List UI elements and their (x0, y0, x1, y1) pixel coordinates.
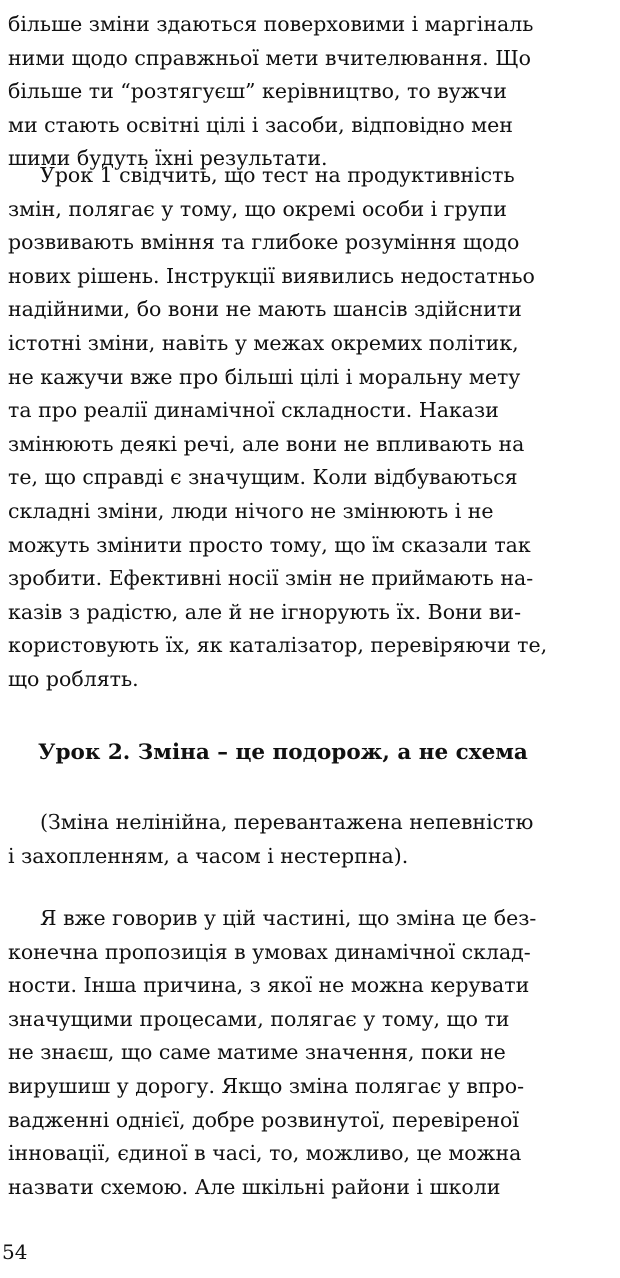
paragraph-continued-text (8, 8, 600, 176)
paragraph-lesson-1 (8, 159, 600, 697)
text-line: істотні зміни, навіть у межах окремих політик, (8, 330, 519, 355)
text-line: вадженні однієї, добре розвинутої, перевіреної (8, 1107, 519, 1132)
paragraph-lesson-2 (8, 902, 600, 1204)
text-line: надійними, бо вони не мають шансів здійснити (8, 297, 522, 322)
text-line: користовують їх, як каталізатор, перевіряючи те, (8, 633, 548, 658)
text-line: що роблять. (8, 666, 139, 691)
text-line: (Зміна нелінійна, перевантажена непевністю (40, 810, 534, 834)
text-line: вирушиш у дорогу. Якщо зміна полягає у впро- (8, 1073, 524, 1098)
text-line: інновації, єдиної в часі, то, можливо, це можна (8, 1141, 522, 1166)
text-line: шими будуть їхні результати. (8, 146, 328, 171)
text-line: значущими процесами, полягає у тому, що ти (8, 1006, 510, 1031)
text-line: не кажучи вже про більші цілі і моральну мету (8, 364, 521, 389)
text-line: нових рішень. Інструкції виявились недостатньо (8, 263, 535, 288)
text-line: більше ти “розтягуєш” керівництво, то вужчи (8, 79, 507, 104)
text-line: ности. Інша причина, з якої не можна керувати (8, 973, 530, 998)
text-line: більше зміни здаються поверховими і маргіналь (8, 12, 534, 36)
text-line: Я вже говорив у цій частині, що зміна це без- (40, 906, 537, 930)
text-line: ми стають освітні цілі і засоби, відповідно мен (8, 112, 513, 137)
text-line: не знаєш, що саме матиме значення, поки не (8, 1040, 506, 1065)
text-line: конечна пропозиція в умовах динамічної склад- (8, 939, 531, 964)
page-number: 54 (2, 1240, 28, 1264)
paragraph-subtitle (8, 806, 600, 873)
text-line: і захопленням, а часом і нестерпна). (8, 843, 409, 868)
text-line: змінюють деякі речі, але вони не впливають на (8, 431, 525, 456)
text-line: зробити. Ефективні носії змін не приймають на- (8, 566, 534, 591)
text-line: розвивають вміння та глибоке розуміння щодо (8, 230, 520, 255)
text-line: Урок 1 свідчить, що тест на продуктивність (40, 163, 515, 187)
text-line: ними щодо справжньої мети вчителювання. Що (8, 45, 531, 70)
text-line: та про реалії динамічної складности. Накази (8, 398, 499, 423)
text-line: можуть змінити просто тому, що їм сказали так (8, 532, 531, 557)
text-line: назвати схемою. Але шкільні райони і школи (8, 1174, 501, 1199)
section-heading: Урок 2. Зміна – це подорож, а не схема (38, 740, 528, 765)
text-line: змін, полягає у тому, що окремі особи і групи (8, 196, 507, 221)
text-line: те, що справді є значущим. Коли відбуваються (8, 465, 518, 490)
text-line: складні зміни, люди нічого не змінюють і не (8, 498, 494, 523)
text-line: казів з радістю, але й не ігнорують їх. Вони ви- (8, 599, 522, 624)
